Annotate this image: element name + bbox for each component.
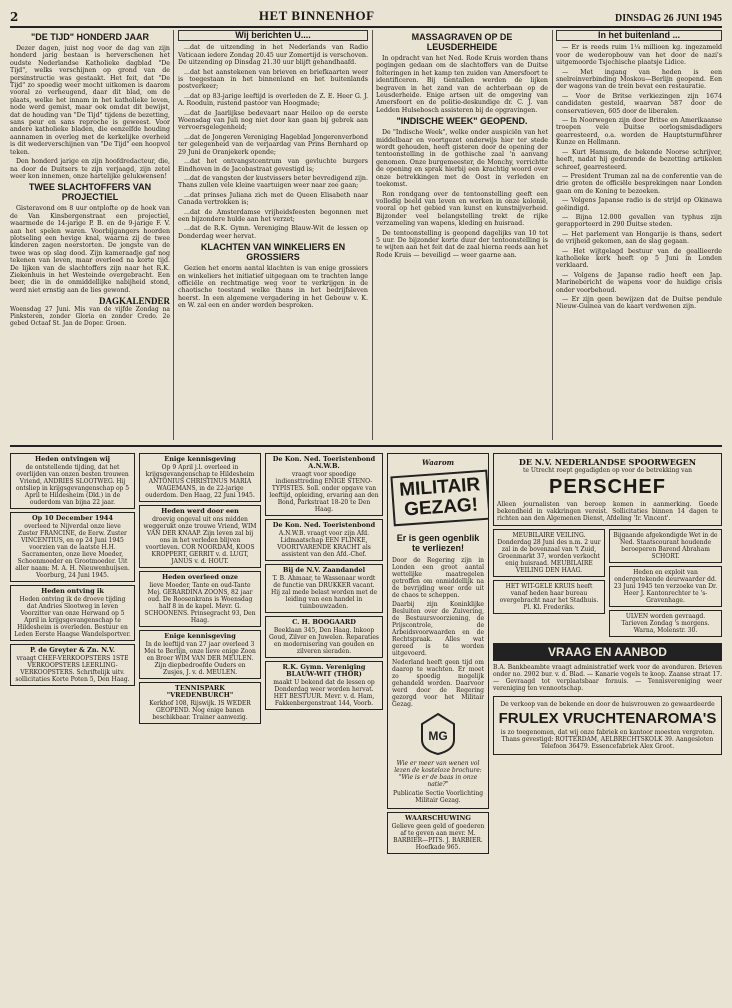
frulex-intro: De verkoop van de bekende en door de huisvrouwen zo gewaardeerde <box>500 701 715 708</box>
job-advertisement <box>265 519 383 561</box>
notice-text: Heden en exploit van ondergetekende deurwaarder dd. 23 Juni 1945 ten verzoeke van Dr. Heer J. Kantonrechter te 's-Gravenhage. <box>613 569 718 604</box>
notice-text: In de leeftijd van 27 jaar overleed 3 Mei te Berlijn, onze lieve enige Zoon en Broer WIM VAN DER MEULEN. Zijn diepbedroefde Ouders en Zusjes, J. v. d. MEULEN. <box>144 641 256 676</box>
death-notice <box>139 630 261 679</box>
ns-position: PERSCHEF <box>549 476 666 498</box>
article-paragraph: De tentoonstelling is geopend dagelijks van 10 tot 5 uur. De bijzonder korte duur der tentoonstelling is te wijten aan het feit dat de zaal hierna reeds aan het Rode Kruis — beveiligd — weer gaarne aan. <box>376 229 548 259</box>
news-item: ...dat de Amsterdamse vrijheidsfeesten begonnen met een bijzondere hulde aan het verzet; <box>178 208 368 223</box>
column-4 <box>556 30 722 440</box>
news-item: ...dat het aanstekenen van brieven en briefkaarten weer is toegestaan in het binnenland en het buitenlands postverkeer; <box>178 68 368 91</box>
ads-column-5 <box>493 453 722 992</box>
frulex-text: is zo toegenomen, dat wij onze fabriek en kantoor moesten vergroten. Thans gevestigd: ROTTERDAM, AELBRECHTSKOLK 39. Aangesloten Telefoon 36479. Essencefabriek Alex Groot. <box>500 729 715 750</box>
stamp-line: MILITAIR <box>398 474 481 501</box>
news-item: — Er is reeds ruim 1¼ millioen kg. ingezameld voor de wederopbouw van het door de nazi's uitgemoorde Tsjechische plaatsje Lidice. <box>556 44 722 67</box>
notice-heading: Enige kennisgeving <box>164 632 236 640</box>
news-item: — Volgens de Japanse radio heeft een Jap. Marinebericht de wapens voor de huidige crisis onder voorbehoud. <box>556 271 722 294</box>
notice-text: vraagt CHEF-VERKOOPSTERS 1STE VERKOOPSTERS LEERLING-VERKOOPSTERS. Schriftelijk uitv. sollicitaties Korte Poten 5, Den Haag. <box>15 655 130 683</box>
job-advertisement <box>265 564 383 613</box>
vraag-aanbod-text: B.A. Bankbeambte vraagt administratief werk voor de avonduren. Brieven onder no. 2902 bur. v. d. Blad. — Kanarie vogels te koop. Zaanse straat 17. — Gevraagd tot verplaatsbaar fornuis. — Tennisvereniging weer vereniging ten vennootschap. <box>493 664 722 692</box>
article-title-buitenland: In het buitenland ... <box>556 30 722 41</box>
job-advertisement <box>265 453 383 516</box>
ns-text: Alleen journalisten van beroep komen in aanmerking. Goede bekendheid in vakkringen vereist. Sollicitaties binnen 14 dagen te richten aan den Algemenen Dienst, Afdeling 'Ir. Vincent'. <box>497 501 718 522</box>
notice-text: overleed te Nijverdal onze lieve Zuster FRANCINE, de Eerw. Zuster VINCENTIUS, en op 24 Juni 1945 voorzien van de laatste H.H. Sacramenten, onze lieve Moeder, Schoonmoeder en Grootmoeder. Uit aller naam: M. A. H. Nieuwenhuijsen. Voorburg, 24 Juni 1945. <box>15 523 130 579</box>
news-item: ...dat de Jongeren Vereniging Hageblad Jongerenverbond ter gelegenheid van de verjaardag van Prins Bernhard op 29 Juni de Oranjekerk opende; <box>178 133 368 156</box>
article-title-slachtoffers: TWEE SLACHTOFFERS VAN PROJECTIEL <box>28 182 152 203</box>
club-announcement <box>265 661 383 710</box>
section-divider <box>10 445 722 447</box>
article-title-indische-week: "INDISCHE WEEK" GEOPEND. <box>396 116 528 127</box>
notice-heading: C. H. BOOGAARD <box>292 618 356 626</box>
news-item: ...dat het ontvangstcentrum van gevluchte burgers Eindhoven in de Jacobastraat gevestigd is; <box>178 158 368 173</box>
militair-gezag-stamp <box>390 470 489 527</box>
svg-text:MG: MG <box>428 729 448 743</box>
notice-heading: R.K. Gymn. Vereniging BLAUW-WIT (THOR) <box>282 663 366 678</box>
masthead <box>10 8 722 28</box>
article-paragraph: Den honderd jarige en zijn hoofdredacteur, die, na door de Duitsers te zijn verjaagd, zijn zetel weer kon innemen, onze hartelijke gelukwensen! <box>10 158 170 180</box>
warning-notice <box>387 812 489 854</box>
notice-heading: Bij de N.V. Zaandandel <box>282 566 366 574</box>
article-paragraph: Gisteravond om 8 uur ontplofte op de hoek van de Van Kinsbergenstraat een projectiel, waarmede de 14-jarige P. B. en de 9-jarige F. V. aan het spelen waren. Voorbijgangers hoorden plotseling een hevige knal, waarna zij de twee kinderen zagen neerstorten. De jongste van de twee was op slag dood. Zijn kameraadje gaf nog tekenen van leven, maar overleed na korte tijd. De lijken van de slachtoffers zijn naar het R.K. Ziekenhuis in het Westeinde overgebracht. Een beer, die in de onmiddellijke nabijheid stond, werd niet ernstig aan de lies gewond. <box>10 205 170 294</box>
legal-notice <box>609 529 722 563</box>
ns-title: DE N.V. NEDERLANDSE SPOORWEGEN <box>518 457 697 467</box>
notice-text: HET WIT-GELE KRUIS heeft vanaf heden haar bureau overgebracht naar het Stadhuis. Pl. Kl. Frederiks. <box>499 583 599 611</box>
shop-advertisement <box>265 616 383 658</box>
job-advertisement <box>10 644 135 686</box>
notice-heading: TENNISPARK "VREDENBURCH" <box>166 684 234 699</box>
newspaper-page <box>10 8 722 992</box>
news-item: ...dat de R.K. Gymn. Vereniging Blauw-Wit de lessen op Donderdag weer hervat. <box>178 225 368 240</box>
stamp-line: GEZAG! <box>403 494 479 521</box>
ns-job-advertisement <box>493 453 722 526</box>
news-item: — Volgens Japanse radio is de strijd op Okinawa geëindigd. <box>556 197 722 212</box>
column-3 <box>376 30 548 440</box>
frulex-advertisement <box>493 696 722 755</box>
column-divider <box>173 30 174 440</box>
notice-text: T. B. Ahmaar, te Wassenaar wordt de functie van DRUKKER vacant. Hij zal mede belast worden met de leiding van een handel in tuinbouwzaden. <box>270 575 378 610</box>
notice-heading: Heden werd door een <box>161 507 239 515</box>
death-notice <box>10 585 135 641</box>
notice-text: Beeklaan 345, Den Haag. Inkoop Goud, Zilver en Juwelen. Reparaties en modernisering van gouden en zilveren sieraden. <box>269 627 379 655</box>
notice-text: A.N.W.B. vraagt voor zijn Afd. Lidmaatschap EEN FLINKE, VOORTVARENDE KRACHT als assistent van den Afd.-Chef. <box>277 530 371 558</box>
ad-headline: Er is geen ogenblik te verliezen! <box>396 533 480 553</box>
notice-text: MEUBILAIRE VEILING. Donderdag 28 Juni des n.m. 2 uur zal in de bovenzaal van 't Zuid, Groenmarkt 37, worden verkocht enig huisraad. MEUBILAIRE VEILING DEN HAAG. <box>497 532 601 574</box>
notice-text: Op 9 April j.l. overleed in krijgsgevangenschap te Hildesheim ANTONIUS CHRISTINUS MARIA WAGEMANS, in de 22-jarige ouderdom. Den Haag, 22 Juni 1945. <box>145 464 255 499</box>
news-item: ...dat de vangsten der kustvissers beter bevredigend zijn. Thans zullen vele kleine vaartuigen weer naar zee gaan; <box>178 174 368 190</box>
column-divider <box>372 30 373 440</box>
news-item: ...dat de Jaarlijkse bedevaart naar Heiloo op de eerste Woensdag van Juli nog niet door kan gaan bij gebrek aan vervoersgelegenheid; <box>178 109 368 132</box>
article-paragraph: De "Indische Week", welke onder auspiciën van het middelbaar en voortgezet onderwijs hier ter stede wordt gehouden, heeft gisteren door de opening der tentoonstelling in de gothische zaal 'n aanvang genomen. Onze burgemeester, de Monchy, verrichtte de opening en sprak hierbij een krachtig woord over onze betrekkingen met de Oost in verleden en toekomst. <box>376 129 548 189</box>
notice-text: Gelieve geen geld of goederen af te geven aan mevr. M. BARBIER—PITS. J. BARBIER. Hoefkade 965. <box>391 823 485 851</box>
tennis-advertisement <box>139 682 261 724</box>
ns-subtitle: te Utrecht roept gegadigden op voor de betrekking van <box>523 467 692 474</box>
news-item: — Het parlement van Hongarije is thans, sedert de vrijheid gekomen, aan de slag gegaan. <box>556 230 722 246</box>
column-2 <box>178 30 368 440</box>
notice-text: de ontstellende tijding, dat het overlijden van onzen besten trouwen Vriend, ANDRIES SLOOTWEG. Hij ontsliep in krijgsgevangenschap op 5 April te Hildesheim (Dld.) in de ouderdom van bijna 22 jaar. <box>15 464 130 506</box>
death-notice <box>139 571 261 627</box>
ad-paragraph: Daarbij zijn Koninklijke Besluiten over de Zuivering, de Bestuursvoorziening, de Prijscontrole, de Arbeidsvoorwaarden en de Rechtspraak. Alles wat gereed is te worden uitgevoerd. <box>392 601 484 657</box>
article-title-de-tijd: "DE TIJD" HONDERD JAAR <box>30 32 150 42</box>
ad-publisher: Publicatie Sectie Voorlichting Militair Gezag. <box>392 790 484 804</box>
ads-column-4 <box>387 453 489 992</box>
notice-text: droevig ongeval uit ons midden weggerukt onze trouwe Vriend, WIM VAN DER KNAAP. Zijn leven zal bij ons in het verleden blijven voortleven. COR NOORDAM, KOOS KROPPERT, GERRIT v. d. LUGT, JANUS v. d. HOUT. <box>143 516 257 565</box>
article-paragraph: Dezer dagen, juist nog voor de dag van zijn honderd jarig bestaan is herverschenen het oudste Nederlandse Katholieke dagblad "De Tijd", welks verschijnen op grond van de persinstructie was gestaakt. Het feit, dat "De Tijd" zo spoedig weer mocht uitkomen is daarom vooral zo verheugend, daar dit blad, om de plaats, welke het innam in het katholieke leven, node werd gemist, maar ook omdat dit bewijst, dat de houding van "De Tijd" tijdens de bezetting, sans peur en sans reproche is geweest. Voor andere katholieke bladen, die eenzelfde houding aannamen in overleg met de kerkelijke overheid is dit wederverschijnen van "De Tijd" een hoopvol teken. <box>10 45 170 156</box>
news-item: ...dat op 83-jarige leeftijd is overleden de Z. E. Heer G. J. A. Rooduin, rustend pastoor van Hoogmade; <box>178 92 368 108</box>
ads-column-1 <box>10 453 135 992</box>
notice-heading: Heden overleed onze <box>161 573 239 581</box>
notice-text: Kerkhof 108, Rijswijk. IS WEDER GEOPEND. Nog enige banen beschikbaar. Trainer aanwezig. <box>149 700 251 721</box>
legal-notice <box>493 580 605 614</box>
news-item: ...dat de uitzending in het Nederlands van Radio Vaticaan iedere Zondag 20.45 uur Zomertijd is verschoven. De uitzending op Dinsdag 21.30 uur blijft gehandhaafd. <box>178 44 368 67</box>
ad-kicker: Waarom <box>421 458 455 467</box>
news-item: — Er zijn geen bewijzen dat de Duitse pendule Nieuw-Guinea van de kaart verdwenen zijn. <box>556 296 722 311</box>
vraag-aanbod-heading: VRAAG EN AANBOD <box>493 643 722 661</box>
dagkalender-text: Woensdag 27 Juni. Mis van de vijfde Zondag na Pinksteren, zonder Gloria en zonder Credo. 2e gebed Octaaf St. Jan de Doper. Groen. <box>10 305 170 327</box>
classifieds-right <box>609 529 722 640</box>
ad-paragraph: Door de Regering zijn in Londen een groot aantal wettelijke maatregelen getroffen om onmiddellijk na de bevrijding weer orde uit de chaos te scheppen. <box>392 557 484 599</box>
news-item: — Voor de Britse verkiezingen zijn 1674 candidaten gesteld, waarvan 587 door de conservatieven, 605 door de liberalen. <box>556 92 722 115</box>
article-title-wij-berichten: Wij berichten U.... <box>178 30 368 41</box>
notice-heading: Enige kennisgeving <box>164 455 236 463</box>
death-notice <box>10 512 135 582</box>
ads-column-2 <box>139 453 261 992</box>
notice-text: maakt U bekend dat de lessen op Donderdag weer worden hervat. HET BESTUUR. Mevr. v. d. Ham, Fakkenbergenstraat 144, Voorb. <box>273 679 375 707</box>
death-notice <box>10 453 135 509</box>
notice-heading: WAARSCHUWING <box>405 814 471 822</box>
article-paragraph: Gezien het enorm aantal klachten is van enige grossiers en winkeliers het initiatief uitgegaan om te trachten lange officiële en rechtmatige weg voor te verkrijgen in de chaotische toestand welke thans in het bedrijfsleven heerst. In een algemene vergadering in het Gebouw v. K. en W. zal een en ander worden besproken. <box>178 265 368 310</box>
death-notice <box>139 453 261 502</box>
notice-heading: Heden ontving ik <box>41 587 104 595</box>
news-item: — Kurt Hamsum, de bekende Noorse schrijver, heeft, nadat hij gedurende de bezetting artikelen schreef, gearresteerd. <box>556 148 722 171</box>
wanted-notice <box>609 610 722 637</box>
notice-text: vraagt voor spoedige indiensttreding ENIGE STENO-TYPISTES. Soll. onder opgave van leeftijd, opleiding, ervaring aan den Bond, Parkstraat 18-20 te Den Haag. <box>269 471 379 513</box>
issue-date: DINSDAG 26 JUNI 1945 <box>615 13 722 24</box>
classifieds-left <box>493 529 605 640</box>
notice-heading: Heden ontvingen wij <box>34 455 111 463</box>
notice-heading: Op 10 December 1944 <box>32 514 113 522</box>
advertisement-section <box>10 453 722 992</box>
notice-text: Bijgaande afgekondigde Wet in de Ned. Staatscourant houdende beroeperen Barend Abraham SCHORT. <box>613 532 718 560</box>
news-item: — In Noorwegen zijn door Britse en Amerikaanse troepen vele Duitse oorlogsmisdadigers gearresteerd, o.a. worden de Hauptsturmführer Kunze en Hellmann. <box>556 117 722 147</box>
ad-caption: Wie er meer van wenen vol lezen de kosteloze brochure: "Wie is er de baas in onze natie?" <box>394 760 482 788</box>
notice-text: Heden ontving ik de droeve tijding dat Andries Slootweg in leven Voorzitter van onze Herwand op 5 April in krijgsgevangenschap te Hildesheim is overleden. Bestuur en Leden Eerste Haagse Wandelsportver. <box>14 596 131 638</box>
legal-notice <box>609 566 722 607</box>
notice-heading: P. de Greyter & Zn. N.V. <box>29 646 116 654</box>
dagkalender-title: DAGKALENDER <box>98 296 170 307</box>
notice-text: lieve Moeder, Tante en oud-Tante Mej. GERARDINA ZOONS, 82 jaar oud. De Roosenkrans is Woensdag half 8 in de kapel. Mevr. G. SCHOONENS. Prinsegracht 93, Den Haag. <box>144 582 256 624</box>
column-divider <box>552 30 553 440</box>
notice-text: ULVEN worden gevraagd. Tarieven Zondag 's morgens. Warna, Molenstr. 30. <box>621 613 710 634</box>
notice-heading: De Kon. Ned. Toeristenbond <box>272 521 376 529</box>
ad-paragraph: Nederland heeft geen tijd om daarop te wachten. Er moet zo spoedig mogelijk gehandeld worden. Daarvoor werd door de Regering gezorgd voor het Militair Gezag. <box>392 659 484 708</box>
article-title-massagraven: MASSAGRAVEN OP DE LEUSDERHEIDE <box>411 32 513 52</box>
ads-column-3 <box>265 453 383 992</box>
news-section <box>10 30 722 440</box>
news-item: — Bijna 12.000 gevallen van typhus zijn gerapporteerd in 290 Duitse steden. <box>556 213 722 229</box>
mg-logo-icon <box>420 712 456 756</box>
notice-heading: De Kon. Ned. Toeristenbond A.N.W.B. <box>272 455 376 470</box>
news-item: ...dat prinses Juliana zich met de Queen Elisabeth naar Canada vertrokken is; <box>178 191 368 207</box>
classifieds-row <box>493 529 722 640</box>
militair-gezag-advertisement <box>387 453 489 809</box>
article-paragraph: Ron rondgang over de tentoonstelling geeft een volledig beeld van leven en werken in onze kolonië, vooral op het gebied van kunst en kunstnijverheid. Bijzonder veel belangstelling trekt de rijke verzameling van wapens, kleding en huisraad. <box>376 190 548 228</box>
column-1 <box>10 30 170 440</box>
auction-notice <box>493 529 605 577</box>
frulex-brand: FRULEX VRUCHTENAROMA'S <box>498 710 717 727</box>
news-item: — Met ingang van heden is een snelreinverbinding Moskou—Berlijn geopend. Een der wagons van de trein bevat een restauratie. <box>556 68 722 91</box>
page-number: 2 <box>10 10 19 24</box>
paper-name: HET BINNENHOF <box>258 8 375 23</box>
article-title-klachten: KLACHTEN VAN WINKELIERS EN GROSSIERS <box>200 242 346 263</box>
news-item: — President Truman zal na de conferentie van de drie groten de officiële besprekingen naar Londen gaan om de Koning te bezoeken. <box>556 172 722 195</box>
article-paragraph: In opdracht van het Ned. Rode Kruis worden thans pogingen gedaan om de slachtoffers van de Duitse folteringen in het kamp ten zuiden van Amersfoort te identificeren. Bij tientallen werden de lijken begraven in het zand van de achterbaan op de Leusderheide. Enige artsen uit de omgeving van Amersfoort en de politie-deskundige dr. C. J. van Ledden Hulsebosch assisteren bij de opgravingen. <box>376 55 548 114</box>
death-notice <box>139 505 261 568</box>
news-item: — Het wijtgelagd bestuur van de geallieerde katholieke kerk heeft op 5 Juni in Londen verklaard. <box>556 247 722 270</box>
